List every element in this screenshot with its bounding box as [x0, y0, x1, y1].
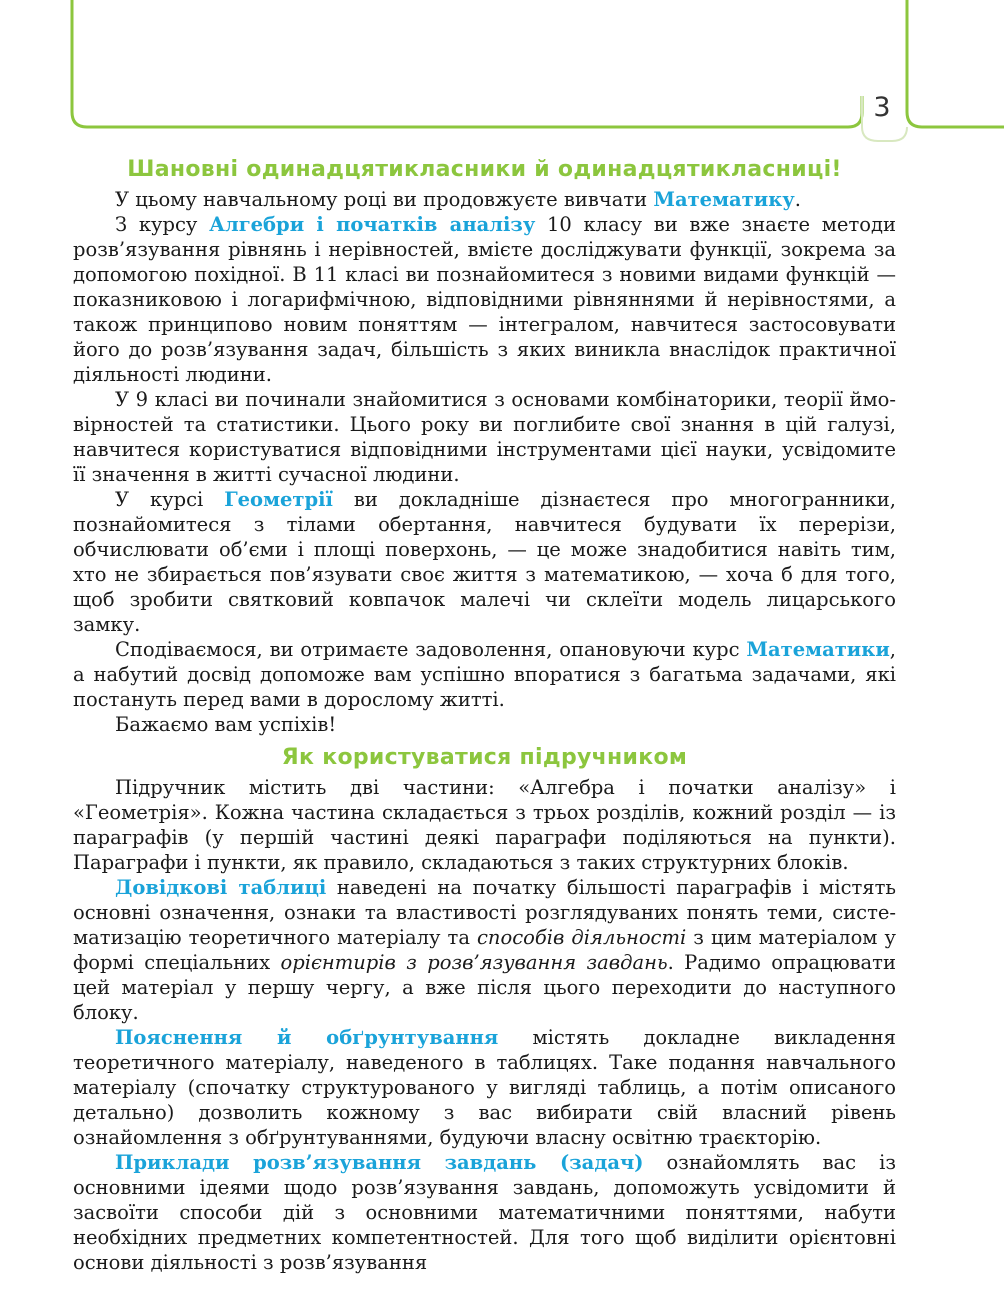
section-heading: Як користуватися підручником: [281, 745, 688, 770]
text: , а набутий досвід допоможе вам успішно впоратися з багатьма задачами, які постануть перед вами в дорослому житті.: [73, 638, 896, 711]
greeting-heading: Шановні одинадцятикласники й одинадцятикласниці!: [127, 157, 842, 182]
paragraph: [73, 1025, 896, 1150]
text: У цьому навчальному році ви продовжуєте вивчати: [115, 188, 654, 211]
text: з цим матеріалом у формі спеціальних: [73, 926, 897, 974]
paragraph: [73, 875, 896, 1025]
text: ознайомлять вас із основними ідеями щодо розв’язування завдань, допоможуть усвідомити й засвоїти способи дій з основними математичними поняттями, набути необхідних предметних компетентностей. Для того щоб виділити орієнтовні основи діяльності з розв’язування: [73, 1151, 896, 1274]
page-number: 3: [873, 92, 891, 123]
text: ви докладніше дізнаєтеся про многогранники, познайомитеся з тілами обертання, навчитеся будувати їх перерізи, обчислювати об’єми і площі поверхонь, — це може знадобитися навіть тим, хто не збирається пов’язувати своє життя з математикою, — хоча б для того, щоб зробити святковий ковпачок малечі чи склеїти модель лицарського замку.: [73, 488, 896, 636]
highlight-term: Математики: [746, 638, 890, 661]
paragraph: [73, 637, 896, 712]
italic-term: способів діяльності: [477, 926, 687, 949]
highlight-term: Приклади розв’язування завдань (задач): [115, 1151, 644, 1174]
page-content: [73, 153, 896, 1275]
text: наведені на початку більшості параграфів і містять основні означення, ознаки та властивості розглядуваних понять теми, систематизацію теоретичного матеріалу та: [73, 876, 896, 949]
highlight-term: Довідкові таблиці: [115, 876, 327, 899]
text: .: [794, 188, 801, 211]
text: 10 класу ви вже знаєте методи розв’язування рівнянь і нерівностей, вмієте досліджувати функції, зокрема за допомогою похідної. В 11 класі ви познайомитеся з новими видами функцій — показниковою і логарифмічною, відповідними рівняннями й нерівностями, а також принципово новим поняттям — інтегралом, навчитеся застосовувати його до розв’язування задач, більшість з яких виникла внаслідок практичної діяльності людини.: [73, 213, 896, 386]
text: містять докладне викладення теоретичного матеріалу, наведеного в таблицях. Таке подання навчального матеріалу (спочатку структурованого у вигляді таблиць, а потім описаного детально) дозволить кожному з вас вибирати свій власний рівень ознайомлення з обґрунтуваннями, будуючи власну освітню траєкторію.: [73, 1026, 896, 1149]
text: З курсу: [115, 213, 210, 236]
highlight-term: Алгебри і початків аналізу: [209, 213, 536, 236]
paragraph: [73, 212, 896, 387]
paragraph: [73, 187, 896, 212]
paragraph: Бажаємо вам успіхів!: [115, 713, 337, 736]
paragraph: У 9 класі ви починали знайомитися з основами комбінаторики, теорії ймовірностей та статистики. Цього року ви поглибите свої знання в цій галузі, навчитеся користуватися відповідними інструментами цієї науки, усвідомите її значення в житті сучасної людини.: [73, 388, 896, 486]
page-frame: [0, 0, 1004, 160]
highlight-term: Математику: [653, 188, 795, 211]
highlight-term: Геометрії: [224, 488, 333, 511]
paragraph: Підручник містить дві частини: «Алгебра і початки аналізу» і «Геометрія». Кожна частина складається з трьох розділів, кожний розділ — із параграфів (у першій частині деякі параграфи поділяються на пункти). Параграфи і пункти, як правило, складаються з таких структурних блоків.: [73, 776, 896, 874]
page-frame-border: [0, 0, 1004, 160]
highlight-term: Пояснення й обґрунтування: [115, 1026, 499, 1049]
italic-term: орієнтирів з розв’язування завдань: [280, 951, 668, 974]
text: . Радимо опрацювати цей матеріал у першу чергу, а вже після цього переходити до наступного блоку.: [73, 951, 896, 1024]
paragraph: [73, 487, 896, 637]
text: Сподіваємося, ви отримаєте задоволення, опановуючи курс: [115, 638, 747, 661]
paragraph: [73, 1150, 896, 1275]
text: У курсі: [115, 488, 225, 511]
